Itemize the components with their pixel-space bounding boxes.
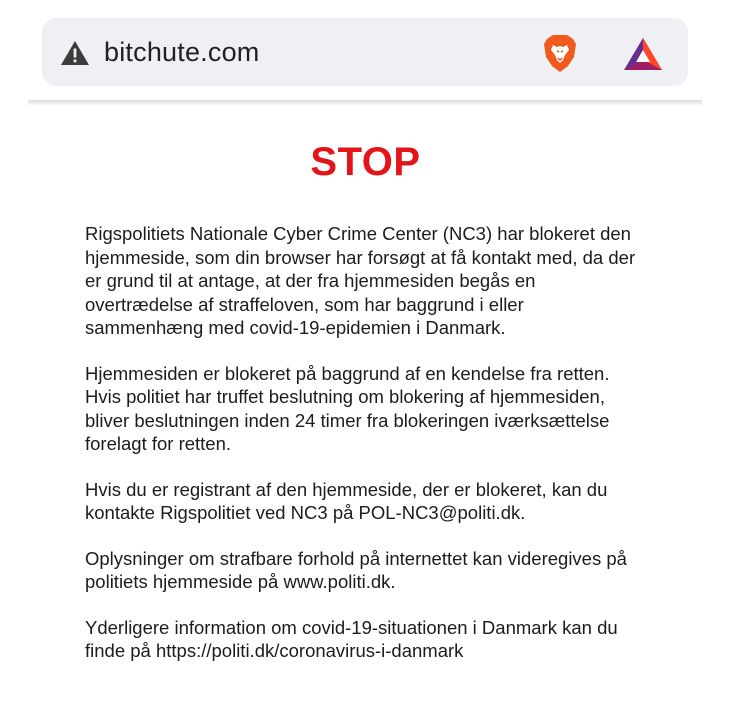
warning-triangle-icon[interactable] [60,40,90,66]
notice-paragraph: Rigspolitiets Nationale Cyber Crime Center (NC3) har blokeret den hjemmeside, som din browser har forsøgt at få kontakt med, da der er grund til at antage, at der fra hjemmesiden begås en overtrædelse af straffeloven, som har baggrund i eller sammenhæng med covid-19-epidemien i Danmark. [85,223,636,338]
block-notice [85,222,645,685]
notice-paragraph: Hvis du er registrant af den hjemmeside, der er blokeret, kan du kontakte Rigspolitiet ved NC3 på POL-NC3@politi.dk. [85,478,608,523]
address-bar[interactable] [42,18,688,86]
brave-lion-icon[interactable] [542,33,578,73]
notice-paragraph: Yderligere information om covid-19-situationen i Danmark kan du finde på https://politi.dk/coronavirus-i-danmark [85,616,618,661]
notice-paragraph: Hjemmesiden er blokeret på baggrund af en kendelse fra retten. Hvis politiet har truffet beslutning om blokering af hjemmesiden, bliver beslutningen inden 24 timer fra blokeringen iværksættelse forelagt for retten. [85,362,610,454]
bat-rewards-icon[interactable] [622,36,664,72]
url-domain[interactable]: bitchute.com [104,37,260,67]
toolbar-divider [28,100,702,106]
notice-paragraph: Oplysninger om strafbare forhold på internettet kan videregives på politiets hjemmeside på www.politi.dk. [85,547,627,592]
stop-heading: STOP [310,140,421,184]
